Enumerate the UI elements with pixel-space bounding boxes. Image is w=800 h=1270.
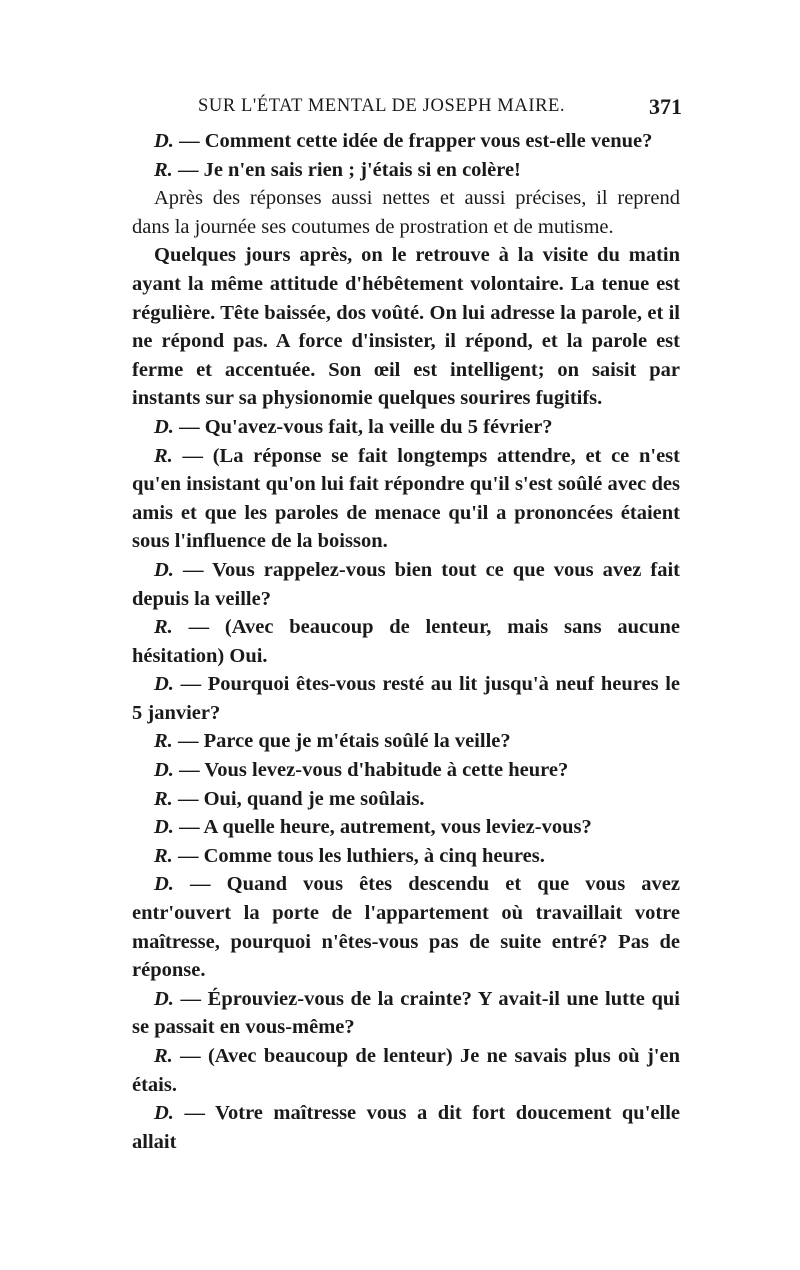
paragraph-text: — Je n'en sais rien ; j'étais si en colère! bbox=[172, 158, 521, 181]
speaker-label: D. bbox=[154, 558, 174, 581]
speaker-label: D. bbox=[154, 130, 174, 152]
paragraph-text: — Comme tous les luthiers, à cinq heures. bbox=[172, 844, 545, 867]
paragraph-text: — (La réponse se fait longtemps attendre, et ce n'est qu'en insistant qu'on lui fait répondre qu'il s'est soûlé avec des amis et que les paroles de menace qu'il a prononcées étaient sous l'influence de la boisson. bbox=[132, 444, 680, 553]
paragraph-text: — Qu'avez-vous fait, la veille du 5 février? bbox=[173, 415, 553, 438]
speaker-label: R. bbox=[154, 1045, 173, 1067]
speaker-label: D. bbox=[154, 987, 174, 1010]
paragraph-text: — Votre maîtresse vous a dit fort doucement qu'elle allait bbox=[132, 1102, 680, 1153]
dialog-paragraph bbox=[132, 813, 680, 842]
paragraph-text: — A quelle heure, autrement, vous leviez-vous? bbox=[173, 816, 592, 839]
paragraph-text: — Comment cette idée de frapper vous est-elle venue? bbox=[173, 130, 653, 152]
dialog-paragraph bbox=[132, 1042, 680, 1099]
paragraph-text: — (Avec beaucoup de lenteur) Je ne savais plus où j'en étais. bbox=[132, 1045, 680, 1096]
speaker-label: D. bbox=[154, 816, 174, 839]
dialog-paragraph bbox=[132, 156, 680, 185]
paragraph-text: Quelques jours après, on le retrouve à la visite du matin ayant la même attitude d'hébêtement volontaire. La tenue est régulière. Tête baissée, dos voûté. On lui adresse la parole, et il ne répond pas. A force d'insister, il répond, et la parole est ferme et accentuée. Son œil est intelligent; on saisit par instants sur sa physionomie quelques sourires fugitifs. bbox=[132, 244, 680, 410]
speaker-label: R. bbox=[154, 787, 173, 810]
dialog-paragraph bbox=[132, 842, 680, 871]
speaker-label: D. bbox=[154, 673, 174, 696]
dialog-paragraph bbox=[132, 727, 680, 756]
dialog-paragraph bbox=[132, 127, 680, 156]
dialog-paragraph bbox=[132, 1099, 680, 1156]
dialog-paragraph bbox=[132, 756, 680, 785]
speaker-label: R. bbox=[154, 844, 173, 867]
speaker-label: R. bbox=[154, 444, 173, 467]
dialog-paragraph bbox=[132, 556, 680, 613]
paragraph-text: — Parce que je m'étais soûlé la veille? bbox=[172, 730, 511, 753]
dialog-paragraph bbox=[132, 613, 680, 670]
speaker-label: R. bbox=[154, 730, 173, 753]
page-number: 371 bbox=[649, 94, 682, 119]
paragraph-text: — Vous rappelez-vous bien tout ce que vous avez fait depuis la veille? bbox=[132, 558, 680, 610]
paragraph-text: Après des réponses aussi nettes et aussi précises, il reprend dans la journée ses coutumes de prostration et de mutisme. bbox=[132, 187, 680, 238]
speaker-label: D. bbox=[154, 759, 174, 782]
dialog-paragraph bbox=[132, 785, 680, 814]
dialog-paragraph bbox=[132, 442, 680, 556]
paragraph-text: — (Avec beaucoup de lenteur, mais sans aucune hésitation) Oui. bbox=[132, 616, 680, 667]
speaker-label: D. bbox=[154, 873, 174, 896]
paragraph-text: — Quand vous êtes descendu et que vous avez entr'ouvert la porte de l'appartement où travaillait votre maîtresse, pourquoi n'êtes-vous pas de suite entré? Pas de réponse. bbox=[132, 873, 680, 982]
speaker-label: D. bbox=[154, 415, 174, 438]
dialog-paragraph bbox=[132, 413, 680, 442]
paragraph-text: — Pourquoi êtes-vous resté au lit jusqu'à neuf heures le 5 janvier? bbox=[132, 673, 680, 724]
page-header bbox=[198, 96, 682, 120]
paragraph-text: — Éprouviez-vous de la crainte? Y avait-il une lutte qui se passait en vous-même? bbox=[132, 987, 680, 1039]
dialog-paragraph bbox=[132, 870, 680, 984]
narrative-paragraph bbox=[132, 241, 680, 413]
paragraph-text: — Vous levez-vous d'habitude à cette heure? bbox=[173, 759, 569, 782]
running-title: SUR L'ÉTAT MENTAL DE JOSEPH MAIRE. bbox=[198, 96, 566, 116]
body-text bbox=[132, 127, 680, 1156]
speaker-label: D. bbox=[154, 1102, 174, 1125]
dialog-paragraph bbox=[132, 670, 680, 727]
speaker-label: R. bbox=[154, 616, 173, 639]
dialog-paragraph bbox=[132, 985, 680, 1042]
paragraph-text: — Oui, quand je me soûlais. bbox=[172, 787, 425, 810]
narrative-paragraph bbox=[132, 184, 680, 241]
speaker-label: R. bbox=[154, 158, 173, 181]
